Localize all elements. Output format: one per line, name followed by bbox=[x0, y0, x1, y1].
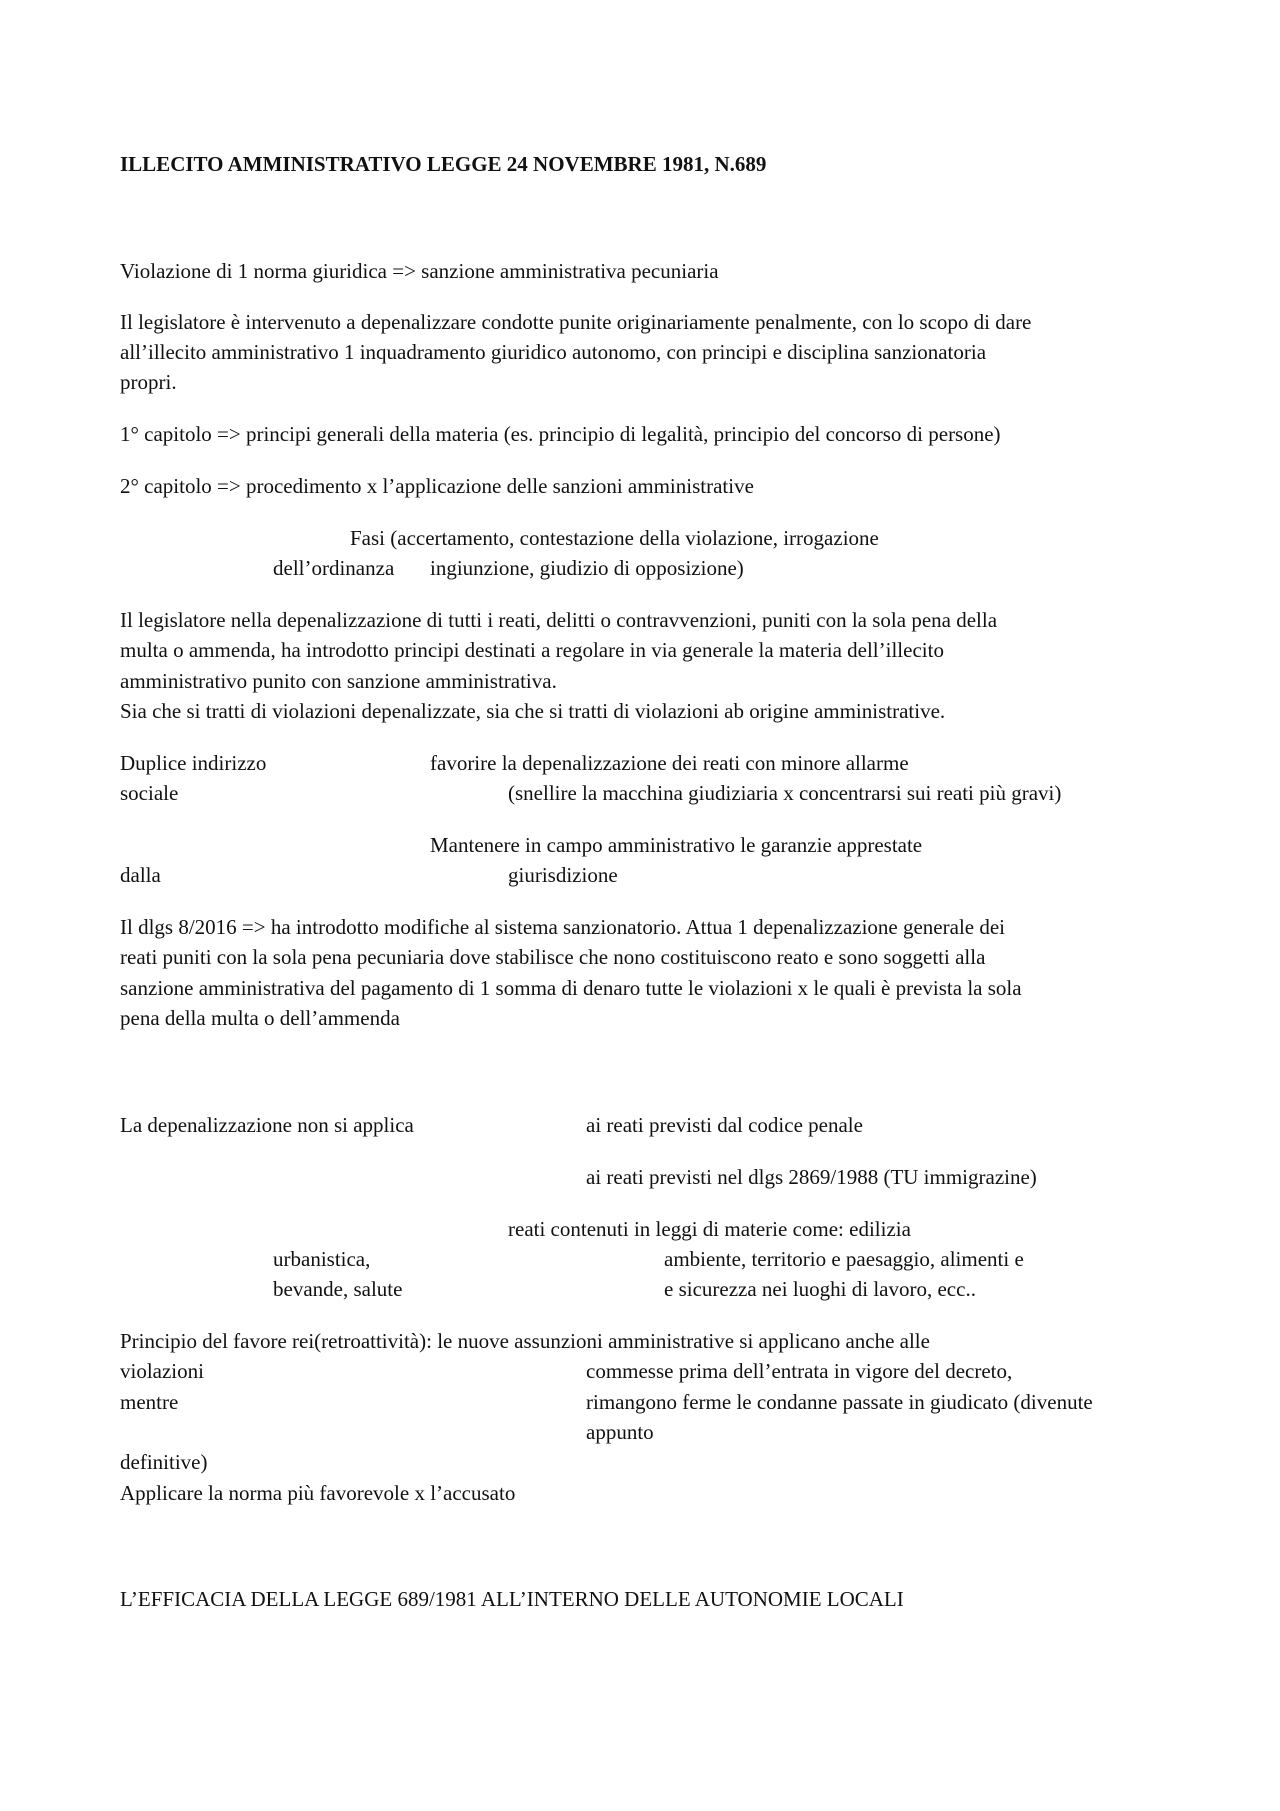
fasi-line: dell’ordinanza bbox=[273, 556, 395, 580]
duplice-text: favorire la depenalizzazione dei reati con minore allarme bbox=[430, 751, 909, 775]
duplice-text: (snellire la macchina giudiziaria x concentrarsi sui reati più gravi) bbox=[508, 781, 1062, 805]
paragraph-line: Il legislatore è intervenuto a depenalizzare condotte punite originariamente penalmente, con lo scopo di dare bbox=[120, 310, 1032, 334]
paragraph-line: all’illecito amministrativo 1 inquadramento giuridico autonomo, con principi e disciplina sanzionatoria bbox=[120, 340, 987, 364]
nonapplica-item: urbanistica, bbox=[273, 1247, 371, 1271]
favore-line: definitive) bbox=[120, 1450, 208, 1474]
favore-line: Applicare la norma più favorevole x l’accusato bbox=[120, 1481, 516, 1505]
favore-label: violazioni bbox=[120, 1359, 204, 1383]
duplice-text: giurisdizione bbox=[508, 863, 618, 887]
duplice-text: Mantenere in campo amministrativo le garanzie apprestate bbox=[430, 833, 923, 857]
nonapplica-item: ai reati previsti dal codice penale bbox=[586, 1113, 863, 1137]
paragraph-line: 1° capitolo => principi generali della materia (es. principio di legalità, principio del concorso di persone) bbox=[120, 422, 1001, 446]
fasi-line: ingiunzione, giudizio di opposizione) bbox=[430, 556, 744, 580]
fasi-line: Fasi (accertamento, contestazione della violazione, irrogazione bbox=[350, 526, 879, 550]
paragraph-line: Sia che si tratti di violazioni depenalizzate, sia che si tratti di violazioni ab origine amministrative. bbox=[120, 699, 946, 723]
paragraph-line: 2° capitolo => procedimento x l’applicazione delle sanzioni amministrative bbox=[120, 474, 754, 498]
document-title: ILLECITO AMMINISTRATIVO LEGGE 24 NOVEMBRE 1981, N.689 bbox=[120, 152, 767, 176]
favore-text: commesse prima dell’entrata in vigore del decreto, bbox=[586, 1359, 1013, 1383]
paragraph-line: multa o ammenda, ha introdotto principi destinati a regolare in via generale la materia dell’illecito bbox=[120, 638, 944, 662]
paragraph-line: Il legislatore nella depenalizzazione di tutti i reati, delitti o contravvenzioni, puniti con la sola pena della bbox=[120, 608, 998, 632]
favore-label: mentre bbox=[120, 1390, 179, 1414]
favore-text: rimangono ferme le condanne passate in giudicato (divenute bbox=[586, 1390, 1093, 1414]
duplice-label: sociale bbox=[120, 781, 179, 805]
favore-line: Principio del favore rei(retroattività): le nuove assunzioni amministrative si applicano anche alle bbox=[120, 1329, 930, 1353]
paragraph-line: amministrativo punito con sanzione amministrativa. bbox=[120, 669, 557, 693]
paragraph-line: pena della multa o dell’ammenda bbox=[120, 1006, 400, 1030]
paragraph-line: Violazione di 1 norma giuridica => sanzione amministrativa pecuniaria bbox=[120, 259, 719, 283]
duplice-label: dalla bbox=[120, 863, 161, 887]
paragraph-line: reati puniti con la sola pena pecuniaria dove stabilisce che nono costituiscono reato e sono soggetti alla bbox=[120, 945, 986, 969]
nonapplica-item: ambiente, territorio e paesaggio, alimenti e bbox=[664, 1247, 1024, 1271]
nonapplica-item: bevande, salute bbox=[273, 1277, 403, 1301]
section-heading: L’EFFICACIA DELLA LEGGE 689/1981 ALL’INTERNO DELLE AUTONOMIE LOCALI bbox=[120, 1587, 904, 1611]
paragraph-line: propri. bbox=[120, 370, 177, 394]
nonapplica-item: e sicurezza nei luoghi di lavoro, ecc.. bbox=[664, 1277, 976, 1301]
nonapplica-item: ai reati previsti nel dlgs 2869/1988 (TU immigrazine) bbox=[586, 1165, 1037, 1189]
paragraph-line: sanzione amministrativa del pagamento di 1 somma di denaro tutte le violazioni x le quali è prevista la sola bbox=[120, 976, 1022, 1000]
favore-text: appunto bbox=[586, 1420, 654, 1444]
paragraph-line: Il dlgs 8/2016 => ha introdotto modifiche al sistema sanzionatorio. Attua 1 depenalizzazione generale dei bbox=[120, 915, 1006, 939]
duplice-label: Duplice indirizzo bbox=[120, 751, 267, 775]
nonapplica-item: reati contenuti in leggi di materie come: edilizia bbox=[508, 1217, 911, 1241]
nonapplica-label: La depenalizzazione non si applica bbox=[120, 1113, 414, 1137]
